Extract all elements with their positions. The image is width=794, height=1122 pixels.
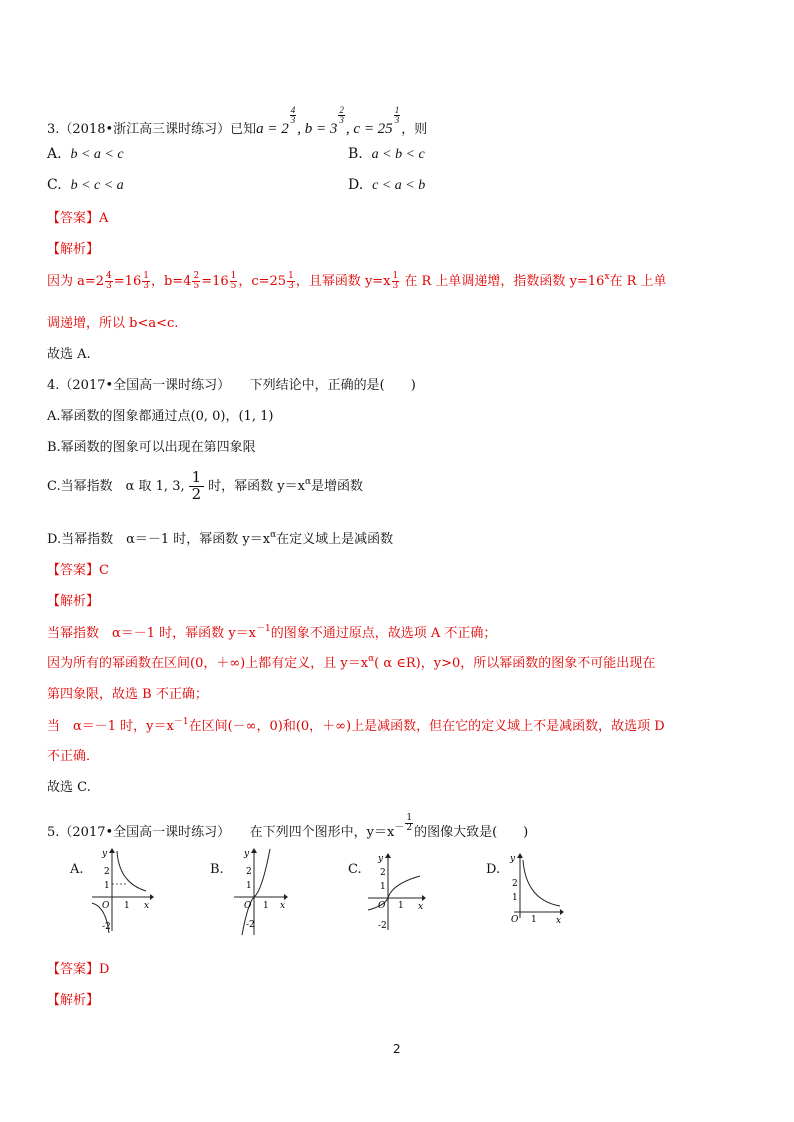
q4-option-c-sup: α xyxy=(304,476,312,487)
y-axis-arrow xyxy=(385,853,391,858)
tick-neg-2: -2 xyxy=(102,922,111,932)
q3-stem-suffix: ，则 xyxy=(401,122,428,137)
tick-2: 2 xyxy=(380,868,386,878)
tick-1: 1 xyxy=(512,893,518,903)
q5-graph-a-label: A. xyxy=(70,862,84,877)
q3-an-f6d: 3 xyxy=(392,281,399,291)
q3-an-f6n: 1 xyxy=(392,271,399,281)
q3-analysis-line-1 xyxy=(47,270,667,291)
y-axis-arrow xyxy=(251,848,257,853)
x-label: x xyxy=(280,901,286,911)
q4-option-a: A.幂函数的图象都通过点(0, 0)，(1, 1) xyxy=(47,409,274,424)
tick-x-1: 1 xyxy=(531,915,537,925)
tick-1: 1 xyxy=(380,882,386,892)
q5-stem-exp xyxy=(405,814,413,833)
q3-c-exp-d: 3 xyxy=(394,115,400,125)
q3-b-exp xyxy=(338,106,345,125)
x-label: x xyxy=(144,901,150,911)
q3-an-f2d: 3 xyxy=(143,281,149,291)
q3-an-p7: 在 R 上单调递增，指数函数 y=16 xyxy=(400,274,605,289)
x-axis-arrow xyxy=(422,895,426,901)
q5-graph-a xyxy=(88,843,158,935)
q3-analysis-line-2: 调递增，所以 b<a<c. xyxy=(47,316,179,331)
q3-option-b-label: B. xyxy=(348,146,363,162)
q3-an-f2 xyxy=(142,272,150,291)
q3-an-f4n: 1 xyxy=(230,271,237,281)
q4-analysis-line-5: 不正确． xyxy=(47,749,100,764)
q3-an-p8: 在 R 上单 xyxy=(609,274,667,289)
q5-graph-d-svg xyxy=(504,848,574,928)
q4-analysis-line-3: 第四象限，故选 B 不正确； xyxy=(47,687,208,702)
origin-label: O xyxy=(378,901,386,911)
tick-2: 2 xyxy=(246,867,252,877)
x-axis-arrow xyxy=(150,894,154,900)
q4-stem: 4.（2017•全国高一课时练习） 下列结论中，正确的是( ) xyxy=(47,378,416,393)
q4-an-l1a: 当幂指数 α＝－1 时，幂函数 y＝x xyxy=(47,626,256,641)
q3-conclusion: 故选 A. xyxy=(47,347,91,362)
q3-an-f4 xyxy=(230,272,238,291)
q3-option-b xyxy=(348,146,425,163)
q3-option-c xyxy=(47,177,124,194)
q3-a-exp-d: 3 xyxy=(290,115,296,125)
x-label: x xyxy=(556,916,562,926)
q3-an-f4d: 5 xyxy=(230,281,237,291)
q5-graph-a-svg xyxy=(88,843,158,935)
q5-graph-c-svg xyxy=(366,848,436,938)
q3-option-b-expr: a < b < c xyxy=(371,147,425,162)
y-axis-arrow xyxy=(517,853,523,858)
q4-an-l2a: 因为所有的幂函数在区间(0，＋∞)上都有定义，且 y＝x xyxy=(47,656,369,671)
q4-answer: 【答案】C xyxy=(47,563,109,578)
q3-analysis-label: 【解析】 xyxy=(47,242,100,257)
q4-option-c-fn: 1 xyxy=(189,470,205,487)
q5-answer: 【答案】D xyxy=(47,962,110,977)
x-label: x xyxy=(418,902,424,912)
q4-option-d-part2: 在定义域上是减函数 xyxy=(276,532,394,547)
q3-option-c-label: C. xyxy=(47,177,62,193)
q5-graph-c-label: C. xyxy=(348,862,362,877)
y-label: y xyxy=(102,849,108,859)
q4-option-d xyxy=(47,528,393,547)
q3-an-f5 xyxy=(287,272,295,291)
q5-graph-d-label: D. xyxy=(486,862,501,877)
y-label: y xyxy=(244,849,250,859)
q4-an-l2b: ( α ∈R)，y>0，所以幂函数的图象不可能出现在 xyxy=(374,656,656,671)
q4-analysis-line-4 xyxy=(47,714,665,734)
tick-neg-2: -2 xyxy=(378,921,387,931)
q3-option-c-expr: b < c < a xyxy=(70,178,124,193)
q3-an-p1: 因为 a=2 xyxy=(47,274,105,289)
tick-2: 2 xyxy=(104,867,110,877)
y-label: y xyxy=(378,854,384,864)
q3-option-a xyxy=(47,146,124,163)
q3-an-f2n: 1 xyxy=(143,271,149,281)
q3-c-exp xyxy=(394,106,401,125)
page-number: 2 xyxy=(393,1042,401,1056)
q4-option-c-fraction xyxy=(189,470,205,503)
q3-an-f3 xyxy=(192,272,200,291)
q4-an-l1-sup: －1 xyxy=(256,624,271,634)
q3-an-f1d: 3 xyxy=(106,281,112,291)
q4-an-l2-sup: α xyxy=(368,654,375,664)
q4-option-c-part1: C.当幂指数 α 取 1, 3, xyxy=(47,478,185,494)
tick-1: 1 xyxy=(104,881,110,891)
x-axis-arrow xyxy=(560,909,564,915)
q3-c-exp-n: 1 xyxy=(394,105,400,115)
q3-option-a-expr: b < a < c xyxy=(70,147,124,162)
q4-an-l4a: 当 α＝－1 时，y＝x xyxy=(47,719,174,734)
q5-graph-c xyxy=(366,848,436,938)
q3-c-part: , c = 25 xyxy=(345,121,393,137)
tick-x-1: 1 xyxy=(124,901,130,911)
q3-option-d-expr: c < a < b xyxy=(372,178,426,193)
q4-option-d-sup: α xyxy=(270,530,277,540)
tick-1: 1 xyxy=(246,881,252,891)
q3-stem xyxy=(47,106,427,138)
curve xyxy=(523,860,560,906)
tick-x-1: 1 xyxy=(398,901,404,911)
q3-an-f3d: 5 xyxy=(193,281,200,291)
q5-graph-b xyxy=(228,843,298,943)
q4-conclusion: 故选 C. xyxy=(47,780,91,795)
q3-option-d xyxy=(348,177,425,194)
q4-option-c-part3: 是增函数 xyxy=(311,478,364,494)
origin-label: O xyxy=(511,915,519,925)
q5-graph-d xyxy=(504,848,574,928)
q5-graph-b-label: B. xyxy=(210,862,224,877)
q5-analysis-label: 【解析】 xyxy=(47,993,100,1008)
q3-option-a-label: A. xyxy=(47,146,62,162)
q4-analysis-label: 【解析】 xyxy=(47,594,100,609)
q4-option-d-part1: D.当幂指数 α＝－1 时，幂函数 y＝x xyxy=(47,532,271,547)
y-label: y xyxy=(510,854,516,864)
q3-b-exp-n: 2 xyxy=(339,105,344,115)
q3-an-p6: ，且幂函数 y=x xyxy=(295,274,391,289)
q5-stem xyxy=(47,814,528,840)
q4-analysis-line-2 xyxy=(47,652,655,671)
q5-graph-b-svg xyxy=(228,843,298,943)
q3-an-f5n: 1 xyxy=(288,271,294,281)
tick-neg-2: -2 xyxy=(246,920,255,930)
q5-stem-part1: 5.（2017•全国高一课时练习） 在下列四个图形中，y＝x xyxy=(47,825,395,840)
q3-a-part: a = 2 xyxy=(256,121,289,137)
q3-b-part: , b = 3 xyxy=(297,121,338,137)
x-axis-arrow xyxy=(284,894,288,900)
tick-x-1: 1 xyxy=(263,901,269,911)
q5-stem-exp-d: 2 xyxy=(406,823,413,833)
origin-label: O xyxy=(102,901,110,911)
q4-an-l4-sup: －1 xyxy=(173,717,189,727)
curve xyxy=(368,876,420,910)
q5-stem-part2: 的图像大致是( ) xyxy=(414,825,529,840)
q4-option-c-fd: 2 xyxy=(191,484,202,503)
q3-an-f5d: 3 xyxy=(288,281,294,291)
q3-option-d-label: D. xyxy=(348,177,364,193)
q3-an-p2: =16 xyxy=(113,274,142,289)
q3-an-f6 xyxy=(392,272,400,291)
q4-option-c xyxy=(47,470,363,503)
q3-an-p5: ，c=25 xyxy=(238,274,287,289)
q3-an-p4: =16 xyxy=(201,274,229,289)
q3-b-exp-d: 3 xyxy=(339,115,344,125)
y-axis-arrow xyxy=(109,848,115,853)
q3-an-f1n: 4 xyxy=(106,271,112,281)
q3-a-exp xyxy=(290,106,297,125)
q3-an-p7-sup: x xyxy=(604,272,610,282)
q5-stem-exp-sign: － xyxy=(394,822,405,833)
q5-stem-exp-n: 1 xyxy=(406,813,413,823)
q4-option-c-part2: 时，幂函数 y＝x xyxy=(208,478,305,494)
q4-an-l1b: 的图象不通过原点，故选项 A 不正确； xyxy=(270,626,497,641)
q4-option-b: B.幂函数的图象可以出现在第四象限 xyxy=(47,440,256,455)
tick-2: 2 xyxy=(512,879,518,889)
q4-an-l4b: 在区间(－∞，0)和(0，＋∞)上是减函数，但在它的定义域上不是减函数，故选项 D xyxy=(188,719,665,734)
q4-analysis-line-1 xyxy=(47,621,496,641)
curve-right-branch xyxy=(117,851,146,891)
q3-stem-prefix: 3.（2018•浙江高三课时练习）已知 xyxy=(47,122,257,137)
q3-formula xyxy=(256,105,401,137)
origin-label: O xyxy=(244,901,252,911)
q3-a-exp-n: 4 xyxy=(290,105,296,115)
q3-an-f1 xyxy=(105,272,113,291)
q3-an-f3n: 2 xyxy=(193,271,200,281)
q3-answer: 【答案】A xyxy=(47,211,109,226)
q3-an-p3: ，b=4 xyxy=(150,274,192,289)
